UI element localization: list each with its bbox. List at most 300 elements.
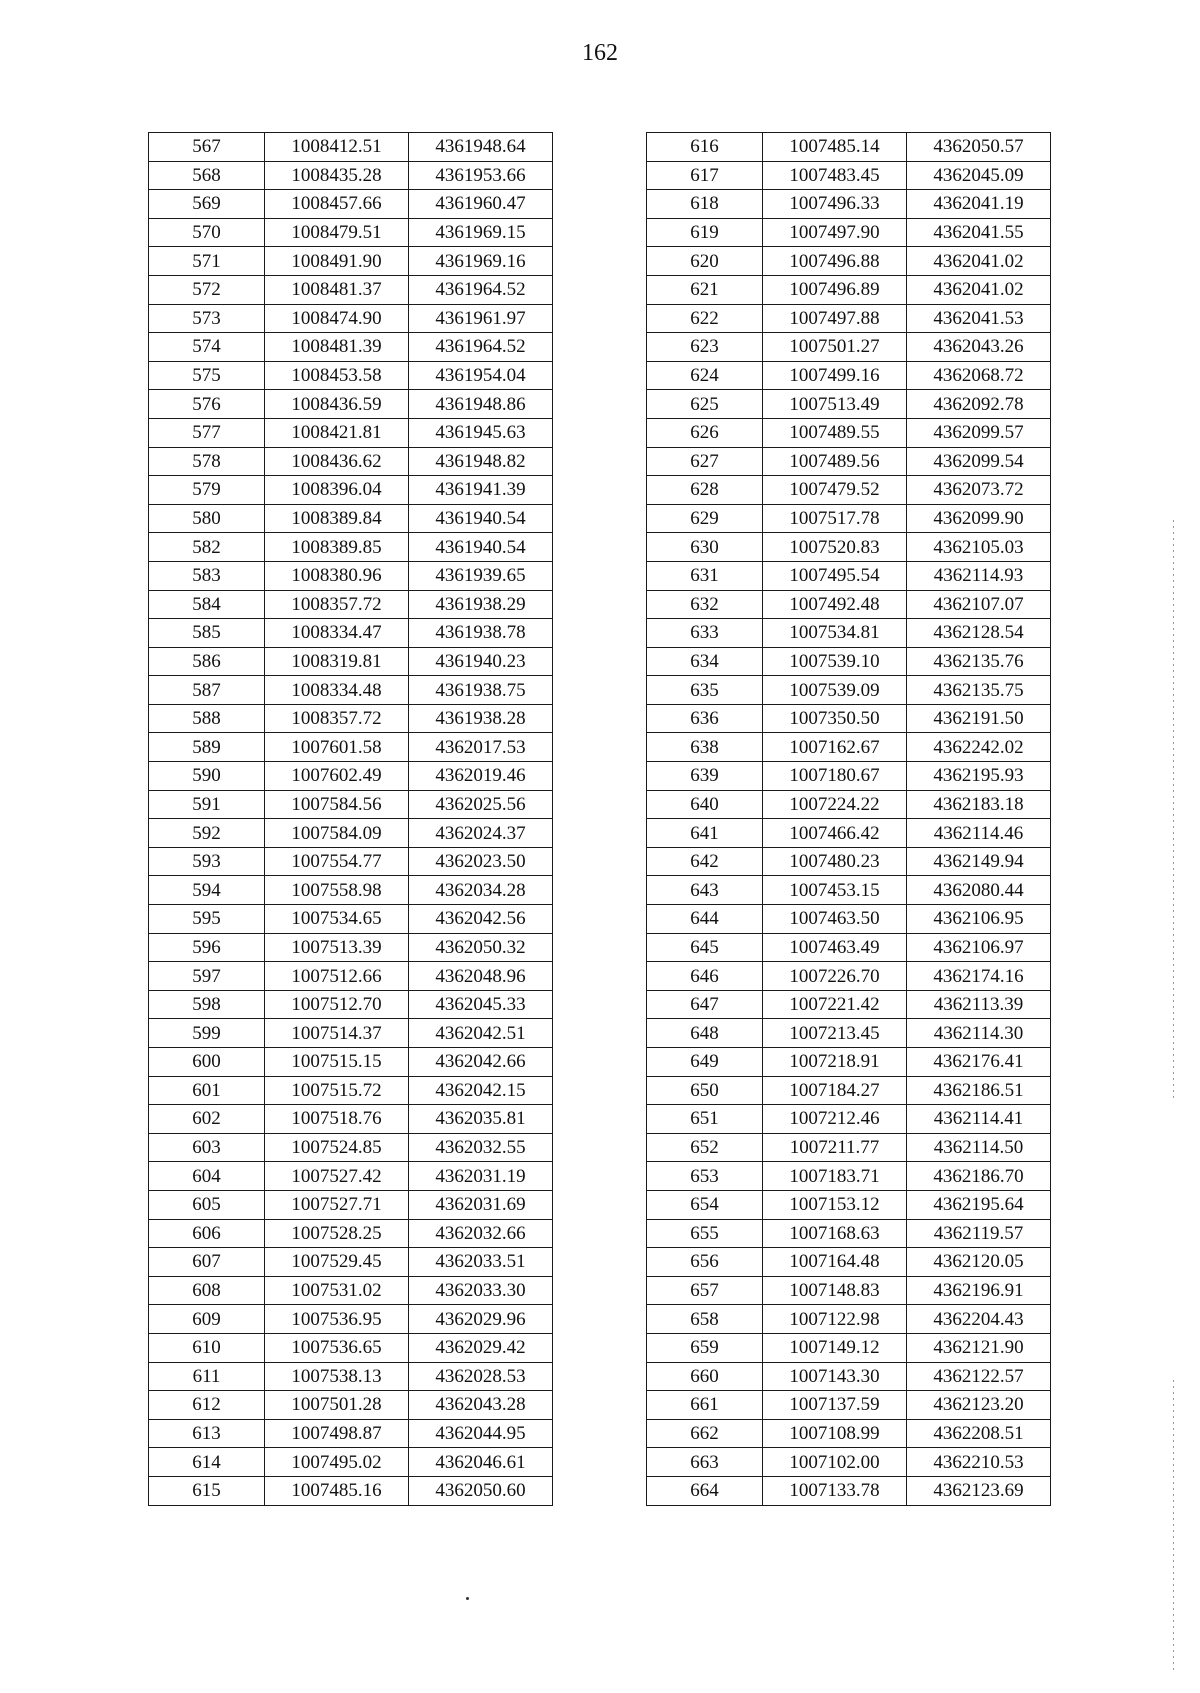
table-row [149,962,553,991]
x-coordinate-cell: 1008491.90 [265,247,409,276]
point-id-cell: 629 [647,504,763,533]
x-coordinate-cell: 1008453.58 [265,361,409,390]
point-id-cell: 642 [647,847,763,876]
y-coordinate-cell: 4361940.54 [409,504,553,533]
x-coordinate-cell: 1008457.66 [265,190,409,219]
x-coordinate-cell: 1007133.78 [763,1476,907,1505]
point-id-cell: 591 [149,790,265,819]
y-coordinate-cell: 4362045.33 [409,990,553,1019]
x-coordinate-cell: 1007211.77 [763,1133,907,1162]
table-row [149,561,553,590]
scan-edge-artifact [1173,520,1174,1100]
y-coordinate-cell: 4362186.51 [907,1076,1051,1105]
table-row [149,1419,553,1448]
table-row [149,390,553,419]
table-row [149,990,553,1019]
table-row [647,819,1051,848]
point-id-cell: 636 [647,704,763,733]
table-row [149,1105,553,1134]
x-coordinate-cell: 1007213.45 [763,1019,907,1048]
point-id-cell: 646 [647,962,763,991]
table-row [149,1133,553,1162]
table-row [149,1333,553,1362]
point-id-cell: 608 [149,1276,265,1305]
table-row [149,1476,553,1505]
y-coordinate-cell: 4362034.28 [409,876,553,905]
y-coordinate-cell: 4362032.55 [409,1133,553,1162]
x-coordinate-cell: 1007479.52 [763,476,907,505]
y-coordinate-cell: 4361940.23 [409,647,553,676]
table-row [149,676,553,705]
y-coordinate-cell: 4362123.69 [907,1476,1051,1505]
table-row [647,590,1051,619]
y-coordinate-cell: 4362050.60 [409,1476,553,1505]
point-id-cell: 638 [647,733,763,762]
table-row [647,447,1051,476]
y-coordinate-cell: 4362114.93 [907,561,1051,590]
x-coordinate-cell: 1007536.65 [265,1333,409,1362]
table-row [647,762,1051,791]
y-coordinate-cell: 4361960.47 [409,190,553,219]
table-row [647,1162,1051,1191]
x-coordinate-cell: 1007529.45 [265,1248,409,1277]
point-id-cell: 652 [647,1133,763,1162]
x-coordinate-cell: 1007164.48 [763,1248,907,1277]
point-id-cell: 614 [149,1448,265,1477]
x-coordinate-cell: 1007558.98 [265,876,409,905]
point-id-cell: 647 [647,990,763,1019]
y-coordinate-cell: 4362044.95 [409,1419,553,1448]
x-coordinate-cell: 1007534.65 [265,905,409,934]
x-coordinate-cell: 1007153.12 [763,1190,907,1219]
y-coordinate-cell: 4362123.20 [907,1391,1051,1420]
y-coordinate-cell: 4362041.19 [907,190,1051,219]
point-id-cell: 655 [647,1219,763,1248]
coordinates-table-left [148,132,553,1506]
y-coordinate-cell: 4362174.16 [907,962,1051,991]
x-coordinate-cell: 1007515.15 [265,1048,409,1077]
x-coordinate-cell: 1008481.39 [265,333,409,362]
x-coordinate-cell: 1008389.84 [265,504,409,533]
table-row [149,1190,553,1219]
x-coordinate-cell: 1007515.72 [265,1076,409,1105]
y-coordinate-cell: 4362042.66 [409,1048,553,1077]
x-coordinate-cell: 1007512.70 [265,990,409,1019]
y-coordinate-cell: 4362092.78 [907,390,1051,419]
y-coordinate-cell: 4361941.39 [409,476,553,505]
y-coordinate-cell: 4361964.52 [409,275,553,304]
table-row [149,1276,553,1305]
point-id-cell: 605 [149,1190,265,1219]
x-coordinate-cell: 1007221.42 [763,990,907,1019]
point-id-cell: 624 [647,361,763,390]
y-coordinate-cell: 4362041.53 [907,304,1051,333]
y-coordinate-cell: 4361948.86 [409,390,553,419]
y-coordinate-cell: 4361964.52 [409,333,553,362]
point-id-cell: 634 [647,647,763,676]
table-row [647,476,1051,505]
point-id-cell: 571 [149,247,265,276]
y-coordinate-cell: 4362107.07 [907,590,1051,619]
table-row [647,275,1051,304]
point-id-cell: 658 [647,1305,763,1334]
coordinates-table-body [647,133,1051,1506]
y-coordinate-cell: 4362041.02 [907,247,1051,276]
table-row [647,361,1051,390]
table-row [149,1448,553,1477]
table-row [647,533,1051,562]
y-coordinate-cell: 4361940.54 [409,533,553,562]
y-coordinate-cell: 4362135.75 [907,676,1051,705]
x-coordinate-cell: 1007524.85 [265,1133,409,1162]
x-coordinate-cell: 1007480.23 [763,847,907,876]
x-coordinate-cell: 1007539.09 [763,676,907,705]
point-id-cell: 568 [149,161,265,190]
x-coordinate-cell: 1008357.72 [265,590,409,619]
table-row [149,733,553,762]
x-coordinate-cell: 1007496.88 [763,247,907,276]
x-coordinate-cell: 1007485.14 [763,133,907,162]
x-coordinate-cell: 1008380.96 [265,561,409,590]
x-coordinate-cell: 1007602.49 [265,762,409,791]
table-row [149,418,553,447]
table-row [647,190,1051,219]
table-row [647,847,1051,876]
point-id-cell: 592 [149,819,265,848]
point-id-cell: 653 [647,1162,763,1191]
y-coordinate-cell: 4362195.93 [907,762,1051,791]
y-coordinate-cell: 4362114.50 [907,1133,1051,1162]
y-coordinate-cell: 4361954.04 [409,361,553,390]
point-id-cell: 649 [647,1048,763,1077]
y-coordinate-cell: 4362029.42 [409,1333,553,1362]
table-row [647,218,1051,247]
x-coordinate-cell: 1007513.39 [265,933,409,962]
table-row [647,1448,1051,1477]
x-coordinate-cell: 1007528.25 [265,1219,409,1248]
x-coordinate-cell: 1007184.27 [763,1076,907,1105]
point-id-cell: 612 [149,1391,265,1420]
point-id-cell: 590 [149,762,265,791]
point-id-cell: 578 [149,447,265,476]
point-id-cell: 577 [149,418,265,447]
x-coordinate-cell: 1007501.28 [265,1391,409,1420]
y-coordinate-cell: 4362135.76 [907,647,1051,676]
point-id-cell: 626 [647,418,763,447]
point-id-cell: 625 [647,390,763,419]
x-coordinate-cell: 1007554.77 [265,847,409,876]
point-id-cell: 618 [647,190,763,219]
y-coordinate-cell: 4362043.26 [907,333,1051,362]
y-coordinate-cell: 4361945.63 [409,418,553,447]
table-row [149,247,553,276]
point-id-cell: 657 [647,1276,763,1305]
table-row [149,1248,553,1277]
x-coordinate-cell: 1007453.15 [763,876,907,905]
point-id-cell: 621 [647,275,763,304]
y-coordinate-cell: 4362113.39 [907,990,1051,1019]
table-row [149,161,553,190]
y-coordinate-cell: 4362017.53 [409,733,553,762]
x-coordinate-cell: 1007538.13 [265,1362,409,1391]
table-row [149,790,553,819]
point-id-cell: 593 [149,847,265,876]
x-coordinate-cell: 1007483.45 [763,161,907,190]
x-coordinate-cell: 1007584.56 [265,790,409,819]
y-coordinate-cell: 4362114.41 [907,1105,1051,1134]
x-coordinate-cell: 1008412.51 [265,133,409,162]
x-coordinate-cell: 1007501.27 [763,333,907,362]
table-row [149,333,553,362]
x-coordinate-cell: 1007513.49 [763,390,907,419]
y-coordinate-cell: 4362041.02 [907,275,1051,304]
table-row [149,819,553,848]
table-row [149,619,553,648]
point-id-cell: 573 [149,304,265,333]
x-coordinate-cell: 1007108.99 [763,1419,907,1448]
y-coordinate-cell: 4361938.75 [409,676,553,705]
table-row [149,647,553,676]
point-id-cell: 594 [149,876,265,905]
point-id-cell: 651 [647,1105,763,1134]
point-id-cell: 623 [647,333,763,362]
point-id-cell: 622 [647,304,763,333]
point-id-cell: 660 [647,1362,763,1391]
y-coordinate-cell: 4362031.19 [409,1162,553,1191]
y-coordinate-cell: 4361948.64 [409,133,553,162]
point-id-cell: 586 [149,647,265,676]
point-id-cell: 583 [149,561,265,590]
y-coordinate-cell: 4362119.57 [907,1219,1051,1248]
table-row [149,476,553,505]
point-id-cell: 589 [149,733,265,762]
table-row [149,533,553,562]
point-id-cell: 635 [647,676,763,705]
table-row [647,1219,1051,1248]
point-id-cell: 615 [149,1476,265,1505]
y-coordinate-cell: 4361938.78 [409,619,553,648]
point-id-cell: 616 [647,133,763,162]
y-coordinate-cell: 4362042.15 [409,1076,553,1105]
x-coordinate-cell: 1007226.70 [763,962,907,991]
point-id-cell: 602 [149,1105,265,1134]
point-id-cell: 643 [647,876,763,905]
point-id-cell: 632 [647,590,763,619]
table-row [149,1219,553,1248]
y-coordinate-cell: 4362043.28 [409,1391,553,1420]
table-row [647,676,1051,705]
table-row [149,218,553,247]
y-coordinate-cell: 4362035.81 [409,1105,553,1134]
x-coordinate-cell: 1007168.63 [763,1219,907,1248]
x-coordinate-cell: 1008479.51 [265,218,409,247]
y-coordinate-cell: 4362023.50 [409,847,553,876]
y-coordinate-cell: 4362105.03 [907,533,1051,562]
y-coordinate-cell: 4361961.97 [409,304,553,333]
x-coordinate-cell: 1007497.90 [763,218,907,247]
x-coordinate-cell: 1007496.89 [763,275,907,304]
x-coordinate-cell: 1007517.78 [763,504,907,533]
table-row [647,1333,1051,1362]
x-coordinate-cell: 1008481.37 [265,275,409,304]
y-coordinate-cell: 4362019.46 [409,762,553,791]
x-coordinate-cell: 1007180.67 [763,762,907,791]
y-coordinate-cell: 4362114.30 [907,1019,1051,1048]
point-id-cell: 611 [149,1362,265,1391]
x-coordinate-cell: 1007512.66 [265,962,409,991]
y-coordinate-cell: 4361953.66 [409,161,553,190]
table-row [149,876,553,905]
table-row [647,418,1051,447]
table-row [647,962,1051,991]
point-id-cell: 600 [149,1048,265,1077]
x-coordinate-cell: 1007527.42 [265,1162,409,1191]
x-coordinate-cell: 1008421.81 [265,418,409,447]
table-row [647,619,1051,648]
y-coordinate-cell: 4362050.57 [907,133,1051,162]
table-row [149,1076,553,1105]
page-number: 162 [582,40,618,66]
point-id-cell: 640 [647,790,763,819]
point-id-cell: 662 [647,1419,763,1448]
coordinates-table-right [646,132,1051,1506]
x-coordinate-cell: 1008436.62 [265,447,409,476]
y-coordinate-cell: 4361939.65 [409,561,553,590]
x-coordinate-cell: 1008334.47 [265,619,409,648]
x-coordinate-cell: 1007102.00 [763,1448,907,1477]
table-row [149,1019,553,1048]
x-coordinate-cell: 1008389.85 [265,533,409,562]
table-row [149,447,553,476]
table-row [149,504,553,533]
y-coordinate-cell: 4362048.96 [409,962,553,991]
y-coordinate-cell: 4362099.54 [907,447,1051,476]
table-row [149,190,553,219]
x-coordinate-cell: 1007224.22 [763,790,907,819]
x-coordinate-cell: 1007499.16 [763,361,907,390]
point-id-cell: 610 [149,1333,265,1362]
x-coordinate-cell: 1007498.87 [265,1419,409,1448]
y-coordinate-cell: 4361938.29 [409,590,553,619]
point-id-cell: 572 [149,275,265,304]
table-row [647,561,1051,590]
x-coordinate-cell: 1007534.81 [763,619,907,648]
y-coordinate-cell: 4362204.43 [907,1305,1051,1334]
table-row [647,990,1051,1019]
x-coordinate-cell: 1007539.10 [763,647,907,676]
y-coordinate-cell: 4362099.57 [907,418,1051,447]
x-coordinate-cell: 1008357.72 [265,704,409,733]
table-row [647,704,1051,733]
point-id-cell: 584 [149,590,265,619]
point-id-cell: 603 [149,1133,265,1162]
table-row [647,333,1051,362]
x-coordinate-cell: 1008334.48 [265,676,409,705]
y-coordinate-cell: 4362099.90 [907,504,1051,533]
point-id-cell: 631 [647,561,763,590]
point-id-cell: 574 [149,333,265,362]
x-coordinate-cell: 1007148.83 [763,1276,907,1305]
x-coordinate-cell: 1007492.48 [763,590,907,619]
y-coordinate-cell: 4362114.46 [907,819,1051,848]
table-row [647,1276,1051,1305]
table-row [647,1305,1051,1334]
table-row [647,733,1051,762]
x-coordinate-cell: 1008474.90 [265,304,409,333]
table-row [149,1362,553,1391]
x-coordinate-cell: 1007520.83 [763,533,907,562]
table-row [647,1133,1051,1162]
table-row [149,590,553,619]
table-row [149,905,553,934]
x-coordinate-cell: 1007495.02 [265,1448,409,1477]
table-row [647,504,1051,533]
point-id-cell: 604 [149,1162,265,1191]
y-coordinate-cell: 4362045.09 [907,161,1051,190]
point-id-cell: 656 [647,1248,763,1277]
table-row [647,161,1051,190]
table-row [647,247,1051,276]
point-id-cell: 576 [149,390,265,419]
y-coordinate-cell: 4361969.15 [409,218,553,247]
y-coordinate-cell: 4362032.66 [409,1219,553,1248]
table-row [647,1362,1051,1391]
y-coordinate-cell: 4362031.69 [409,1190,553,1219]
point-id-cell: 628 [647,476,763,505]
x-coordinate-cell: 1007463.49 [763,933,907,962]
y-coordinate-cell: 4362106.97 [907,933,1051,962]
table-row [149,304,553,333]
y-coordinate-cell: 4362176.41 [907,1048,1051,1077]
point-id-cell: 580 [149,504,265,533]
x-coordinate-cell: 1007466.42 [763,819,907,848]
scan-edge-artifact [1173,1380,1174,1670]
table-row [149,704,553,733]
y-coordinate-cell: 4362186.70 [907,1162,1051,1191]
point-id-cell: 595 [149,905,265,934]
x-coordinate-cell: 1007495.54 [763,561,907,590]
x-coordinate-cell: 1007531.02 [265,1276,409,1305]
point-id-cell: 620 [647,247,763,276]
point-id-cell: 630 [647,533,763,562]
x-coordinate-cell: 1007489.55 [763,418,907,447]
y-coordinate-cell: 4362033.30 [409,1276,553,1305]
point-id-cell: 613 [149,1419,265,1448]
x-coordinate-cell: 1007489.56 [763,447,907,476]
y-coordinate-cell: 4362208.51 [907,1419,1051,1448]
coordinates-table-body [149,133,553,1506]
table-row [647,133,1051,162]
table-row [149,847,553,876]
point-id-cell: 627 [647,447,763,476]
x-coordinate-cell: 1007601.58 [265,733,409,762]
table-row [647,1419,1051,1448]
y-coordinate-cell: 4362080.44 [907,876,1051,905]
point-id-cell: 648 [647,1019,763,1048]
point-id-cell: 597 [149,962,265,991]
table-row [149,762,553,791]
y-coordinate-cell: 4362196.91 [907,1276,1051,1305]
y-coordinate-cell: 4361969.16 [409,247,553,276]
y-coordinate-cell: 4362033.51 [409,1248,553,1277]
y-coordinate-cell: 4362050.32 [409,933,553,962]
table-row [647,1105,1051,1134]
x-coordinate-cell: 1007527.71 [265,1190,409,1219]
x-coordinate-cell: 1007212.46 [763,1105,907,1134]
table-row [647,905,1051,934]
point-id-cell: 645 [647,933,763,962]
y-coordinate-cell: 4362121.90 [907,1333,1051,1362]
